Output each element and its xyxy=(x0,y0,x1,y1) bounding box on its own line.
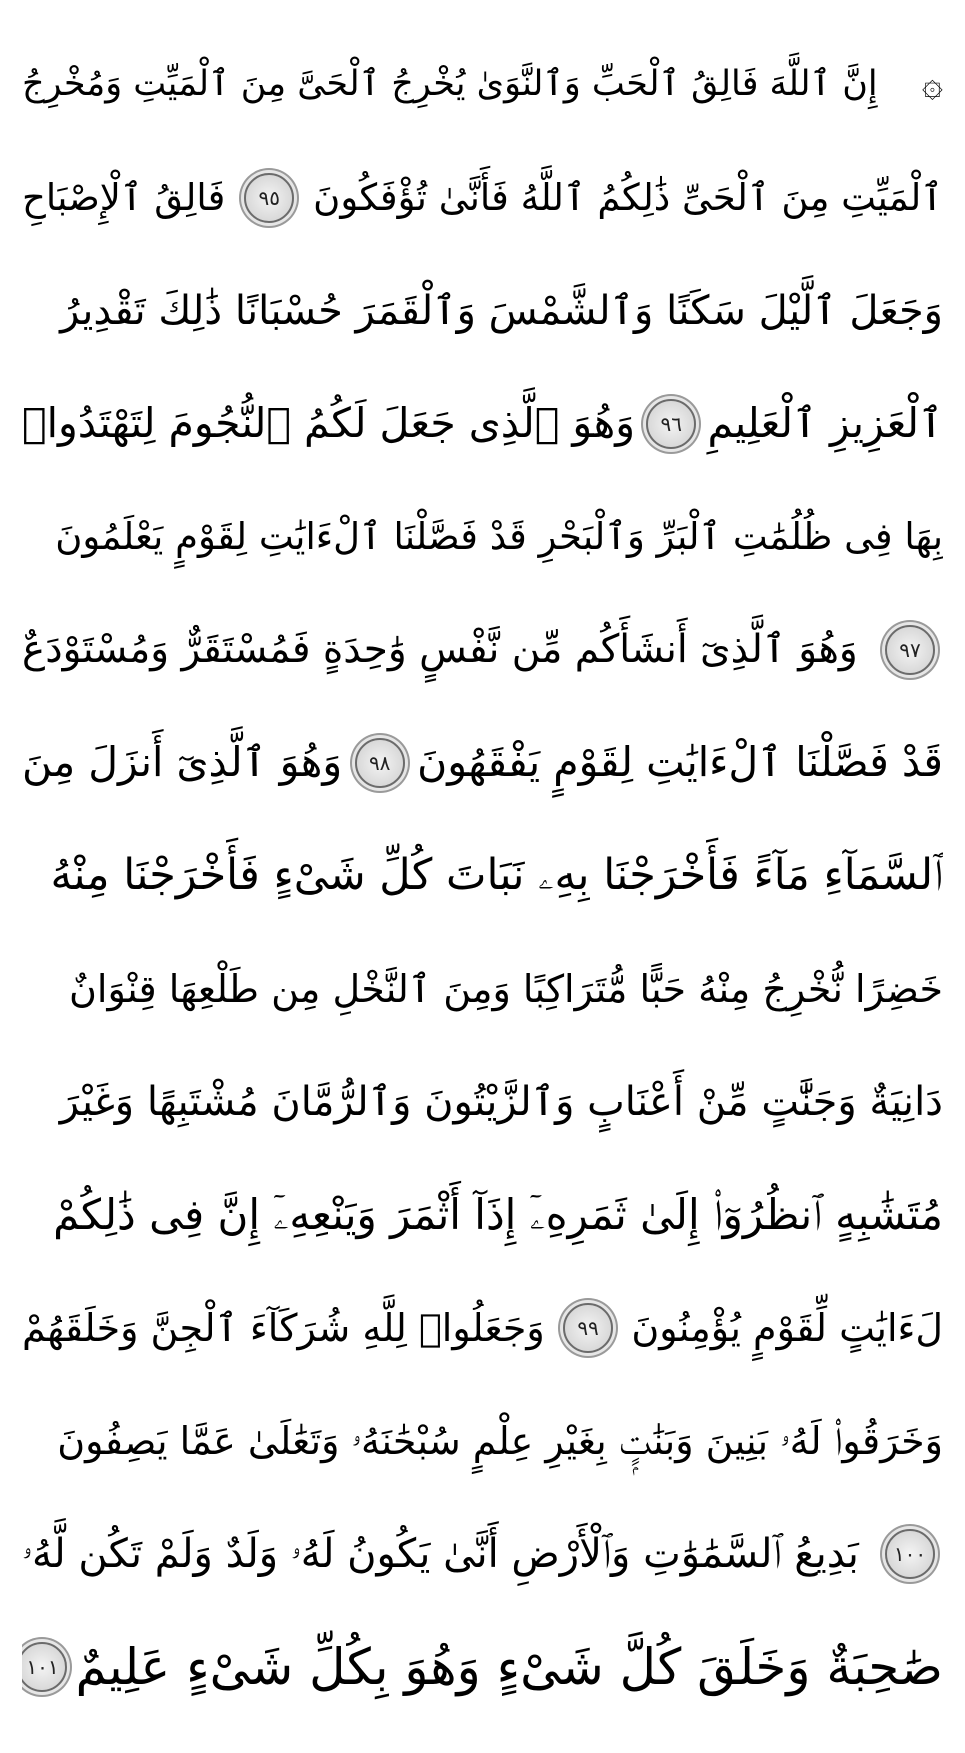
verse-line xyxy=(22,593,943,706)
verse-text: مُتَشَٰبِهٍ ٱنظُرُوٓا۟ إِلَىٰ ثَمَرِهِۦٓ إِذَآ أَثْمَرَ وَيَنْعِهِۦٓ إِنَّ فِى ذَٰلِكُمْ xyxy=(53,1189,943,1239)
verse-text: وَجَعَلَ ٱلَّيْلَ سَكَنًا وَٱلشَّمْسَ وَٱلْقَمَرَ حُسْبَانًا ذَٰلِكَ تَقْدِيرُ xyxy=(60,287,943,334)
verse-text: ٱلْمَيِّتِ مِنَ ٱلْحَىِّ ذَٰلِكُمُ ٱللَّهُ فَأَنَّىٰ تُؤْفَكُونَ xyxy=(313,176,943,219)
verse-line xyxy=(22,1158,943,1271)
verse-line xyxy=(22,819,943,932)
verse-text: ٱلسَّمَآءِ مَآءً فَأَخْرَجْنَا بِهِۦ نَبَاتَ كُلِّ شَىْءٍ فَأَخْرَجْنَا مِنْهُ xyxy=(50,850,943,900)
ayah-number-marker: ٩٨ xyxy=(355,738,405,788)
hizb-marker-icon: ۞ xyxy=(921,63,943,105)
ayah-number-marker: ٩٥ xyxy=(244,173,294,223)
verse-text: خَضِرًا نُّخْرِجُ مِنْهُ حَبًّا مُّتَرَاكِبًا وَمِنَ ٱلنَّخْلِ مِن طَلْعِهَا قِنْوَانٌ xyxy=(69,966,943,1011)
verse-line xyxy=(22,480,943,593)
verse-line xyxy=(22,1384,943,1497)
verse-text: وَهُوَ ٱلَّذِى جَعَلَ لَكُمُ ٱلنُّجُومَ لِتَهْتَدُوا۟ xyxy=(22,399,636,447)
ayah-number-marker: ٩٧ xyxy=(885,625,935,675)
ayah-number-marker: ٩٦ xyxy=(646,399,696,449)
verse-text: إِنَّ ٱللَّهَ فَالِقُ ٱلْحَبِّ وَٱلنَّوَىٰ يُخْرِجُ ٱلْحَىَّ مِنَ ٱلْمَيِّتِ وَمُخْرِجُ xyxy=(22,64,878,104)
verse-text: وَخَرَقُوا۟ لَهُۥ بَنِينَ وَبَنَٰتٍۭ بِغَيْرِ عِلْمٍ سُبْحَٰنَهُۥ وَتَعَٰلَىٰ عَمَّا يَصِفُونَ xyxy=(57,1418,943,1463)
verse-text: صَٰحِبَةٌ وَخَلَقَ كُلَّ شَىْءٍ وَهُوَ بِكُلِّ شَىْءٍ عَلِيمٌ xyxy=(75,1637,943,1696)
verse-line xyxy=(22,1497,943,1610)
ayah-number-marker: ١٠٠ xyxy=(885,1529,935,1579)
ayah-number-marker: ٩٩ xyxy=(563,1303,613,1353)
verse-text: قَدْ فَصَّلْنَا ٱلْءَايَٰتِ لِقَوْمٍ يَفْقَهُونَ xyxy=(417,738,943,786)
verse-line xyxy=(22,254,943,367)
verse-text: وَهُوَ ٱلَّذِىٓ أَنشَأَكُم مِّن نَّفْسٍ وَٰحِدَةٍ فَمُسْتَقَرٌّ وَمُسْتَوْدَعٌ xyxy=(22,627,858,672)
verse-lines xyxy=(22,28,943,1723)
verse-text: فَالِقُ ٱلْإِصْبَاحِ xyxy=(22,176,226,219)
ayah-number-marker: ١٠١ xyxy=(22,1642,67,1692)
verse-line xyxy=(22,141,943,254)
verse-text: بِهَا فِى ظُلُمَٰتِ ٱلْبَرِّ وَٱلْبَحْرِ قَدْ فَصَّلْنَا ٱلْءَايَٰتِ لِقَوْمٍ يَعْلَمُونَ xyxy=(55,515,943,558)
verse-line xyxy=(22,1271,943,1384)
verse-line xyxy=(22,1610,943,1723)
verse-line xyxy=(22,367,943,480)
verse-line xyxy=(22,706,943,819)
verse-text: وَهُوَ ٱلَّذِىٓ أَنزَلَ مِنَ xyxy=(22,738,343,786)
verse-text: لَءَايَٰتٍ لِّقَوْمٍ يُؤْمِنُونَ xyxy=(631,1305,943,1350)
verse-line xyxy=(22,932,943,1045)
verse-text: ٱلْعَزِيزِ ٱلْعَلِيمِ xyxy=(707,399,943,447)
verse-text: دَانِيَةٌ وَجَنَّٰتٍ مِّنْ أَعْنَابٍ وَٱلزَّيْتُونَ وَٱلرُّمَّانَ مُشْتَبِهًا وَغَيْرَ xyxy=(59,1078,943,1125)
verse-line xyxy=(22,1045,943,1158)
verse-text: وَجَعَلُوا۟ لِلَّهِ شُرَكَآءَ ٱلْجِنَّ وَخَلَقَهُمْ xyxy=(22,1305,545,1350)
verse-line xyxy=(22,28,943,141)
verse-text: بَدِيعُ ٱلسَّمَٰوَٰتِ وَٱلْأَرْضِ أَنَّىٰ يَكُونُ لَهُۥ وَلَدٌ وَلَمْ تَكُن لَّهُۥ xyxy=(22,1530,859,1577)
